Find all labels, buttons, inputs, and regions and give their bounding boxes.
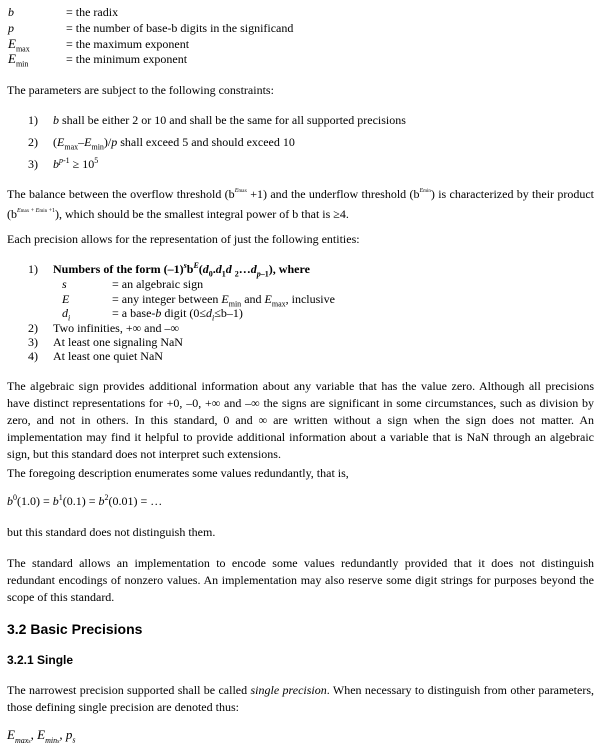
list-item: $(E_{max}-E_{min})/p$ shall exceed 5 and should exceed 10 xyxy=(53,135,295,152)
definition-desc: = the radix xyxy=(66,5,119,19)
definition-desc: = the maximum exponent xyxy=(66,37,190,51)
but-paragraph: but this standard does not distinguish them. xyxy=(7,525,216,539)
list-item: At least one quiet NaN xyxy=(53,349,163,363)
standard-paragraph: The standard allows an implementation to encode some values redundantly provided that it does not distinguish redundant encodings of nonzero values. An implementation may also reserve some digit strings for purposes beyond the scope of this standard. xyxy=(7,556,594,604)
entity-symbol: s xyxy=(62,277,67,291)
single-precision-symbols: $E_{maxs}$, $E_{mins}$, $p_s$ xyxy=(7,727,76,745)
section-heading: 3.2 Basic Precisions xyxy=(7,621,143,637)
entity-symbol: E xyxy=(62,292,70,306)
list-item: Two infinities, +∞ and –∞ xyxy=(53,321,180,335)
entities-intro: Each precision allows for the representation of just the following entities: xyxy=(7,232,360,246)
sign-paragraph: The algebraic sign provides additional information about any variable that has the value zero. Although all precisions have distinct representations for +0, –0, +∞ and –∞ the signs are significant in some circumstances, such as division by zero, and not in others. In this standard, 0 and ∞ are written without a sign when the sign does not matter. An implementation may find it helpful to provide additional information about a variable that is NaN through an algebraic sign, but this standard does not interpret such extensions. xyxy=(7,379,594,461)
list-number: 2) xyxy=(28,321,38,335)
entity-symbol: $d_i$ xyxy=(62,306,71,323)
list-item: Numbers of the form $(-1)^sb^E(d_0.d_1d$ $_2\dots d_{p-1}$), where xyxy=(53,261,310,279)
entity-desc: = an algebraic sign xyxy=(112,277,204,291)
list-number: 4) xyxy=(28,349,38,363)
list-number: 1) xyxy=(28,262,38,276)
definition-desc: = the minimum exponent xyxy=(66,52,188,66)
list-item: b shall be either 2 or 10 and shall be the same for all supported precisions xyxy=(53,113,406,127)
subsection-heading: 3.2.1 Single xyxy=(7,653,74,667)
list-item: $b^{p-1} \ge 10^5$ xyxy=(53,156,99,171)
list-number: 3) xyxy=(28,157,38,171)
definition-symbol: $E_{min}$ xyxy=(8,51,29,69)
list-item: At least one signaling NaN xyxy=(53,335,183,349)
list-number: 2) xyxy=(28,135,38,149)
definition-desc: = the number of base-b digits in the significand xyxy=(66,21,294,35)
redundancy-equation: $b^0(1.0) = b^1(0.1) = b^2(0.01)$ = … xyxy=(7,493,163,508)
list-number: 3) xyxy=(28,335,38,349)
foregoing-paragraph: The foregoing description enumerates some values redundantly, that is, xyxy=(7,466,349,480)
entity-desc: = a base-b digit $(0\le d_i\le b-1)$ xyxy=(112,306,243,323)
balance-paragraph: The balance between the overflow threshold $(b^{Emax} +1)$ and the underflow threshold $(b^{Emin})$ is characterized by their product $(b^{Emax + Emin +1})$, which should be the smallest integral power of b that is ≥4. xyxy=(7,187,594,221)
definition-symbol: b xyxy=(8,5,14,19)
single-paragraph: The narrowest precision supported shall be called single precision. When necessary to distinguish from other parameters, those defining single precision are denoted thus: xyxy=(7,683,594,714)
definition-symbol: p xyxy=(8,21,14,35)
definition-symbol: $E_{max}$ xyxy=(8,36,30,54)
constraints-intro: The parameters are subject to the following constraints: xyxy=(7,83,274,97)
entity-desc: = any integer between $E_{min}$ and $E_{max}$, inclusive xyxy=(112,292,335,309)
list-number: 1) xyxy=(28,113,38,127)
